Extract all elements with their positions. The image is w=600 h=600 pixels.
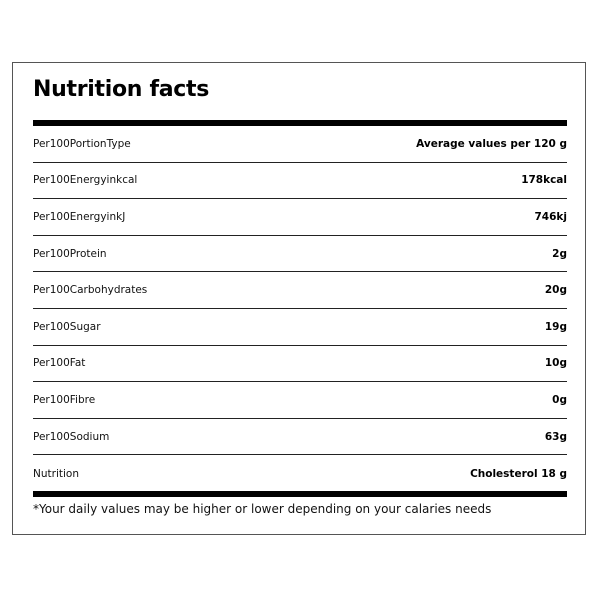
row-label: Nutrition xyxy=(33,467,79,480)
row-value: 0g xyxy=(552,393,567,406)
table-row xyxy=(33,346,567,383)
row-value: 746kj xyxy=(534,210,567,223)
row-label: Per100PortionType xyxy=(33,137,131,150)
row-value: 2g xyxy=(552,247,567,260)
row-label: Per100EnergyinkJ xyxy=(33,210,126,223)
row-value: Cholesterol 18 g xyxy=(470,467,567,480)
row-value: 178kcal xyxy=(521,174,567,187)
daily-values-footnote: *Your daily values may be higher or lower depending on your calaries needs xyxy=(33,502,492,516)
row-label: Per100Energyinkcal xyxy=(33,174,138,187)
table-row xyxy=(33,236,567,273)
row-value: 63g xyxy=(544,430,567,443)
table-row xyxy=(33,382,567,419)
table-row xyxy=(33,455,567,492)
row-label: Per100Fat xyxy=(33,357,86,370)
nutrition-title: Nutrition facts xyxy=(33,77,210,102)
row-label: Per100Protein xyxy=(33,247,107,260)
row-label: Per100Sodium xyxy=(33,430,110,443)
row-label: Per100Fibre xyxy=(33,393,96,406)
row-value: Average values per 120 g xyxy=(416,137,567,150)
table-row xyxy=(33,272,567,309)
row-label: Per100Carbohydrates xyxy=(33,284,148,297)
row-value: 10g xyxy=(544,357,567,370)
table-row xyxy=(33,309,567,346)
table-row xyxy=(33,163,567,200)
row-value: 20g xyxy=(544,284,567,297)
bottom-thick-divider xyxy=(33,491,567,497)
nutrition-table xyxy=(33,126,567,492)
table-row xyxy=(33,199,567,236)
row-label: Per100Sugar xyxy=(33,320,101,333)
row-value: 19g xyxy=(544,320,567,333)
table-row xyxy=(33,419,567,456)
nutrition-facts-panel xyxy=(12,62,586,535)
table-row xyxy=(33,126,567,163)
